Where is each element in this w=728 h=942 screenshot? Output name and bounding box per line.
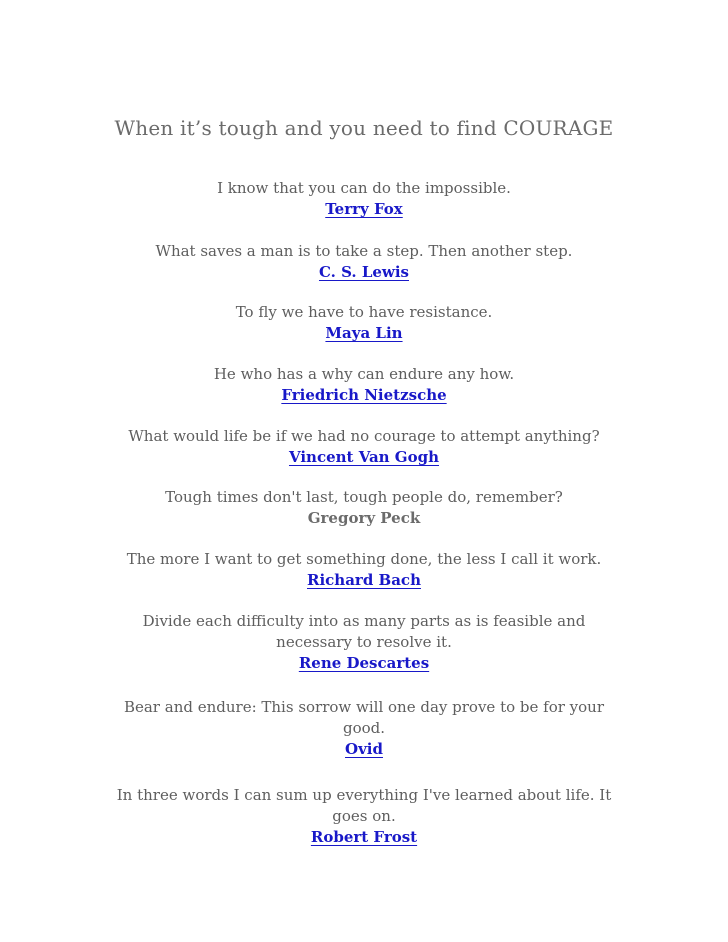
author-link[interactable]: Friedrich Nietzsche	[281, 386, 447, 404]
quote-text: To fly we have to have resistance.	[235, 303, 493, 321]
author-link[interactable]: Terry Fox	[325, 200, 403, 218]
quote-text: What saves a man is to take a step. Then another step.	[155, 242, 573, 260]
quote-text: He who has a why can endure any how.	[213, 365, 515, 383]
author-link[interactable]: Rene Descartes	[298, 654, 430, 672]
quote-block	[0, 178, 728, 220]
quote-block	[0, 697, 728, 760]
quote-block	[0, 364, 728, 406]
author-link[interactable]: Vincent Van Gogh	[288, 448, 440, 466]
quote-block	[0, 241, 728, 283]
quote-text: goes on.	[332, 807, 396, 825]
quote-text: Bear and endure: This sorrow will one day prove to be for your	[123, 698, 605, 716]
quote-text: necessary to resolve it.	[276, 633, 452, 651]
author-link[interactable]: Richard Bach	[307, 571, 421, 589]
quote-text: What would life be if we had no courage to attempt anything?	[128, 427, 600, 445]
page-title: When it’s tough and you need to find COURAGE	[114, 116, 614, 140]
quote-block	[0, 785, 728, 848]
quote-text: good.	[342, 719, 386, 737]
author-name: Gregory Peck	[307, 509, 421, 527]
quote-block	[0, 611, 728, 674]
quote-block	[0, 487, 728, 529]
quote-block	[0, 426, 728, 468]
author-link[interactable]: C. S. Lewis	[318, 263, 409, 281]
author-link[interactable]: Ovid	[345, 740, 383, 758]
quote-text: Divide each difficulty into as many parts as is feasible and	[142, 612, 586, 630]
quote-text: In three words I can sum up everything I've learned about life. It	[116, 786, 612, 804]
quote-block	[0, 549, 728, 591]
quote-block	[0, 302, 728, 344]
quote-text: I know that you can do the impossible.	[217, 179, 511, 197]
author-link[interactable]: Maya Lin	[325, 324, 403, 342]
author-link[interactable]: Robert Frost	[310, 828, 418, 846]
quote-text: Tough times don't last, tough people do, remember?	[165, 488, 563, 506]
quote-text: The more I want to get something done, the less I call it work.	[126, 550, 602, 568]
